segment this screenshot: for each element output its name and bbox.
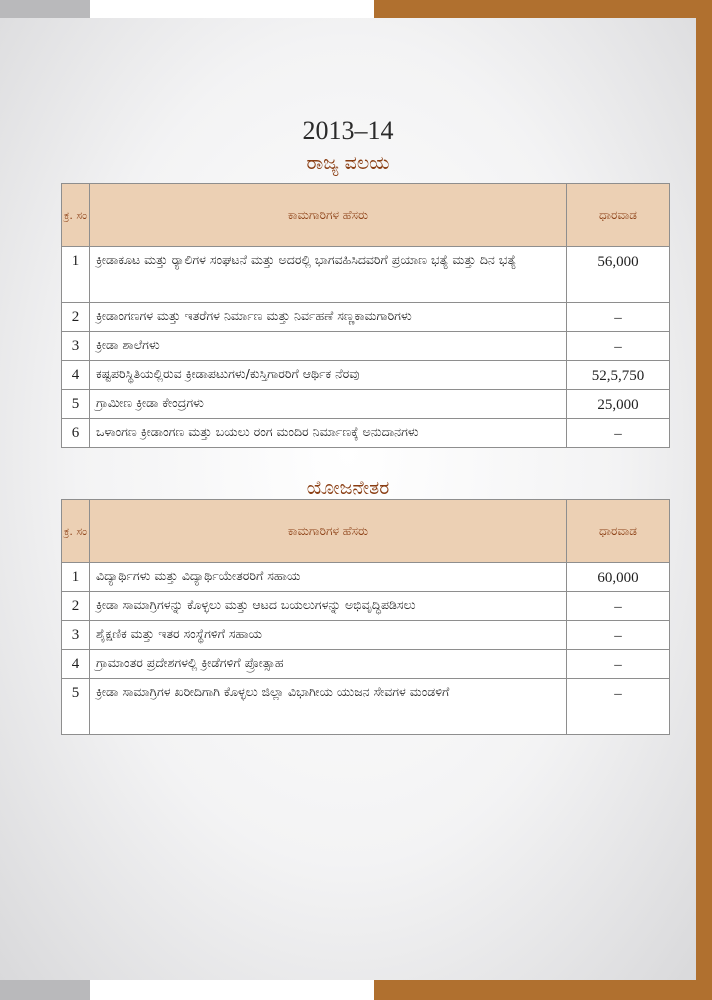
table-row [62, 592, 670, 621]
row-number: 1 [62, 247, 90, 303]
amount-value: 60,000 [567, 563, 670, 592]
section-heading-non-plan: ಯೋಜನೇತರ [306, 477, 390, 499]
table-row [62, 679, 670, 735]
work-name: ಶೈಕ್ಷಣಿಕ ಮತ್ತು ಇತರ ಸಂಸ್ಥೆಗಳಿಗೆ ಸಹಾಯ [90, 621, 567, 650]
table-row [62, 247, 670, 303]
row-number: 5 [62, 390, 90, 419]
amount-value: – [567, 303, 670, 332]
top-brown-band [374, 0, 712, 18]
bottom-brown-band [374, 980, 712, 1000]
amount-value: – [567, 332, 670, 361]
work-name: ಕ್ರೀಡಾ ಸಾಮಾಗ್ರಿಗಳನ್ನು ಕೊಳ್ಳಲು ಮತ್ತು ಆಟದ ಬಯಲುಗಳನ್ನು ಅಭಿವೃದ್ಧಿಪಡಿಸಲು [90, 592, 567, 621]
table-row [62, 621, 670, 650]
row-number: 2 [62, 592, 90, 621]
name-column-header: ಕಾಮಗಾರಿಗಳ ಹೆಸರು [90, 500, 567, 563]
name-column-header: ಕಾಮಗಾರಿಗಳ ಹೆಸರು [90, 184, 567, 247]
serial-column-header: ಕ್ರ. ಸಂ [62, 500, 90, 563]
row-number: 2 [62, 303, 90, 332]
amount-value: – [567, 650, 670, 679]
top-white-band [90, 0, 374, 18]
work-name: ವಿದ್ಯಾರ್ಥಿಗಳು ಮತ್ತು ವಿದ್ಯಾರ್ಥಿಯೇತರರಿಗೆ ಸಹಾಯ [90, 563, 567, 592]
row-number: 1 [62, 563, 90, 592]
row-number: 6 [62, 419, 90, 448]
amount-value: – [567, 621, 670, 650]
district-column-header: ಧಾರವಾಡ [567, 184, 670, 247]
district-column-header: ಧಾರವಾಡ [567, 500, 670, 563]
non-plan-table [61, 499, 670, 735]
state-sector-table [61, 183, 670, 448]
table-row [62, 332, 670, 361]
table-row [62, 303, 670, 332]
amount-value: – [567, 679, 670, 735]
work-name: ಒಳಾಂಗಣ ಕ್ರೀಡಾಂಗಣ ಮತ್ತು ಬಯಲು ರಂಗ ಮಂದಿರ ನಿರ್ಮಾಣಕ್ಕೆ ಅನುದಾನಗಳು [90, 419, 567, 448]
table-row [62, 563, 670, 592]
amount-value: – [567, 592, 670, 621]
section-heading-state-sector: ರಾಜ್ಯ ವಲಯ [306, 152, 390, 174]
work-name: ಕ್ರೀಡಾಕೂಟ ಮತ್ತು ರ‍್ಯಾಲಿಗಳ ಸಂಘಟನೆ ಮತ್ತು ಅದರಲ್ಲಿ ಭಾಗವಹಿಸಿದವರಿಗೆ ಪ್ರಯಾಣ ಭತ್ಯೆ ಮತ್ತು ದಿನ ಭತ್ಯೆ [90, 247, 567, 303]
amount-value: 52,5,750 [567, 361, 670, 390]
amount-value: 25,000 [567, 390, 670, 419]
table-header-row [62, 500, 670, 563]
table-row [62, 390, 670, 419]
serial-column-header: ಕ್ರ. ಸಂ [62, 184, 90, 247]
year-title: 2013–14 [302, 116, 394, 145]
amount-value: – [567, 419, 670, 448]
right-brown-band [696, 18, 712, 980]
row-number: 3 [62, 621, 90, 650]
table-row [62, 361, 670, 390]
top-gray-band [0, 0, 90, 18]
work-name: ಕಷ್ಟಪರಿಸ್ಥಿತಿಯಲ್ಲಿರುವ ಕ್ರೀಡಾಪಟುಗಳು/ಕುಸ್ತಿಗಾರರಿಗೆ ಆರ್ಥಿಕ ನೆರವು [90, 361, 567, 390]
row-number: 5 [62, 679, 90, 735]
table-header-row [62, 184, 670, 247]
amount-value: 56,000 [567, 247, 670, 303]
bottom-white-band [90, 980, 374, 1000]
row-number: 3 [62, 332, 90, 361]
row-number: 4 [62, 650, 90, 679]
bottom-gray-band [0, 980, 90, 1000]
work-name: ಗ್ರಾಮಾಂತರ ಪ್ರದೇಶಗಳಲ್ಲಿ ಕ್ರೀಡೆಗಳಿಗೆ ಪ್ರೋತ್ಸಾಹ [90, 650, 567, 679]
table-row [62, 419, 670, 448]
table-row [62, 650, 670, 679]
work-name: ಕ್ರೀಡಾ ಶಾಲೆಗಳು [90, 332, 567, 361]
work-name: ಗ್ರಾಮೀಣ ಕ್ರೀಡಾ ಕೇಂದ್ರಗಳು [90, 390, 567, 419]
work-name: ಕ್ರೀಡಾಂಗಣಗಳ ಮತ್ತು ಇತರೆಗಳ ನಿರ್ಮಾಣ ಮತ್ತು ನಿರ್ವಹಣೆ ಸಣ್ಣಕಾಮಗಾರಿಗಳು [90, 303, 567, 332]
row-number: 4 [62, 361, 90, 390]
work-name: ಕ್ರೀಡಾ ಸಾಮಾಗ್ರಿಗಳ ಖರೀದಿಗಾಗಿ ಕೊಳ್ಳಲು ಜಿಲ್ಲಾ ವಿಭಾಗೀಯ ಯುಜನ ಸೇವಗಳ ಮಂಡಳಿಗೆ [90, 679, 567, 735]
